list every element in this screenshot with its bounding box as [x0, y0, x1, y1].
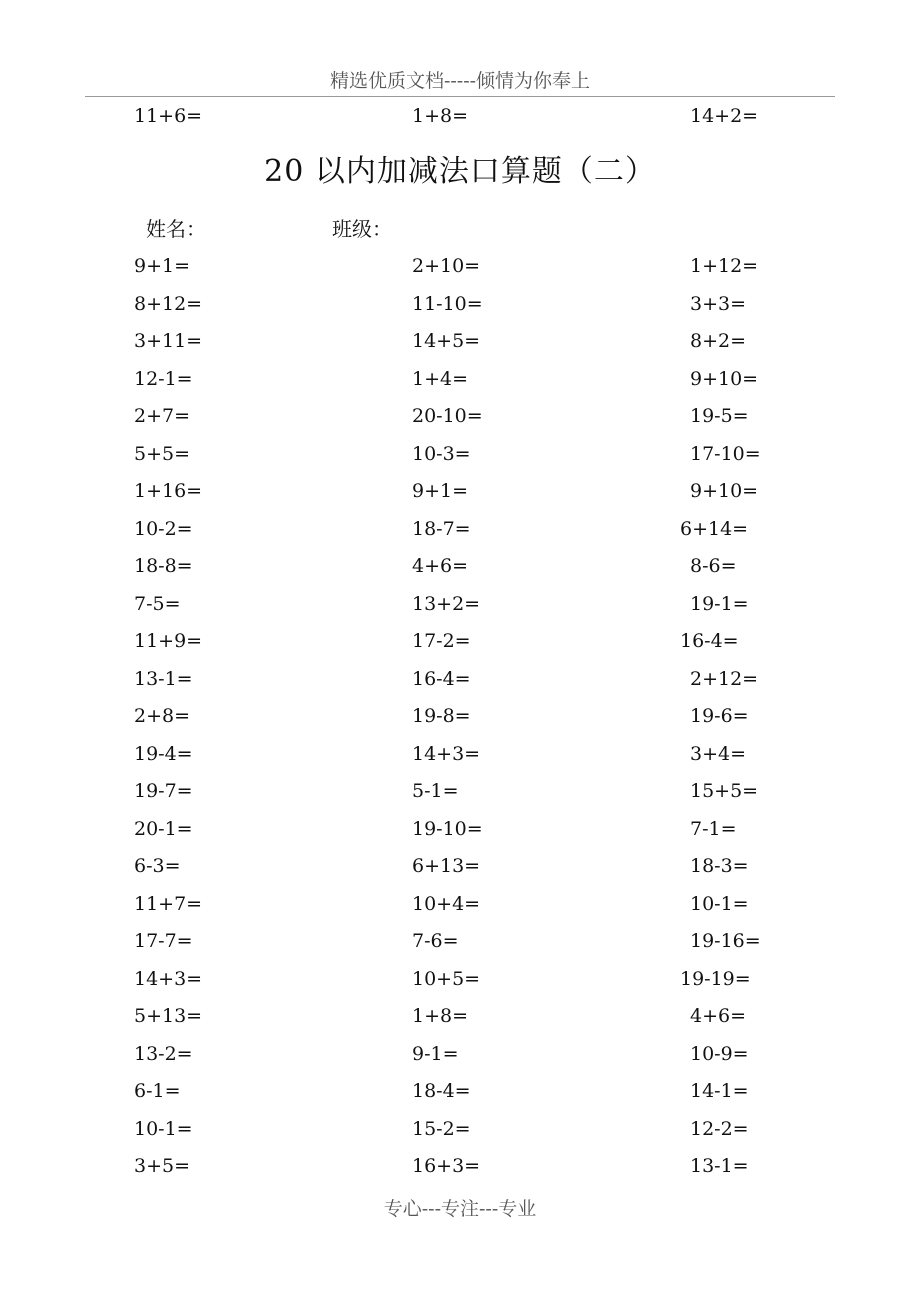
- problem: 10-1=: [690, 892, 749, 915]
- page-header: 精选优质文档-----倾情为你奉上: [329, 70, 591, 92]
- problem: 19-10=: [412, 817, 483, 840]
- problem-row: [0, 814, 920, 844]
- problem: 10-9=: [690, 1042, 749, 1065]
- problem: 1+8=: [412, 1005, 469, 1027]
- problem-row: [0, 1076, 920, 1106]
- problem: 10-1=: [134, 1117, 193, 1140]
- name-label: 姓名：: [146, 217, 206, 241]
- problem: 4+6=: [412, 555, 469, 577]
- problem: 2+12=: [690, 667, 759, 690]
- problem: 2+10=: [412, 255, 481, 277]
- problem-row: [0, 664, 920, 694]
- problem-row: [0, 626, 920, 656]
- problem-row: [0, 739, 920, 769]
- problem: 9+1=: [412, 480, 469, 502]
- problem: 8-6=: [690, 555, 737, 577]
- class-label: 班级：: [332, 217, 392, 241]
- problem: 7-6=: [412, 930, 459, 952]
- problem-row: [0, 251, 920, 281]
- problem: 11-10=: [412, 292, 483, 315]
- problem-row: [0, 364, 920, 394]
- problem: 18-7=: [412, 517, 471, 540]
- problem: 3+11=: [134, 330, 203, 352]
- problem: 19-6=: [690, 705, 749, 727]
- problem: 18-3=: [690, 855, 749, 877]
- top-problem-row: [0, 101, 920, 131]
- problem: 14+3=: [412, 742, 481, 765]
- problem: 8+12=: [134, 292, 203, 315]
- problem-row: [0, 326, 920, 356]
- header-divider: [85, 96, 835, 97]
- problem-row: [0, 701, 920, 731]
- problem: 15-2=: [412, 1117, 471, 1140]
- problem: 19-7=: [134, 780, 193, 802]
- problem-row: [0, 889, 920, 919]
- problem-row: [0, 1039, 920, 1069]
- problem: 11+7=: [134, 892, 203, 915]
- problem-row: [0, 964, 920, 994]
- problem: 6+14=: [680, 517, 749, 540]
- problem: 19-8=: [412, 705, 471, 727]
- problem: 14-1=: [690, 1080, 749, 1102]
- problem: 15+5=: [690, 780, 759, 802]
- problem: 20-1=: [134, 817, 193, 840]
- problem: 20-10=: [412, 405, 483, 427]
- problem: 19-1=: [690, 592, 749, 615]
- problem: 11+6=: [134, 105, 203, 127]
- problem: 10+5=: [412, 967, 481, 990]
- problem: 17-2=: [412, 630, 471, 652]
- problem: 13-2=: [134, 1042, 193, 1065]
- problem-row: [0, 514, 920, 544]
- problem: 14+5=: [412, 330, 481, 352]
- problem: 1+4=: [412, 367, 469, 390]
- problem: 5+5=: [134, 442, 191, 465]
- problem: 13-1=: [690, 1155, 749, 1177]
- problem: 9-1=: [412, 1042, 459, 1065]
- problem-row: [0, 1001, 920, 1031]
- problem: 19-19=: [680, 967, 751, 990]
- problem: 19-5=: [690, 405, 749, 427]
- problem: 10+4=: [412, 892, 481, 915]
- problem: 10-2=: [134, 517, 193, 540]
- problem-row: [0, 1151, 920, 1181]
- problem: 2+8=: [134, 705, 191, 727]
- problem: 16-4=: [412, 667, 471, 690]
- problem: 10-3=: [412, 442, 471, 465]
- problem: 1+8=: [412, 105, 469, 127]
- problem: 9+10=: [690, 367, 759, 390]
- problem: 19-16=: [690, 930, 761, 952]
- problem: 6-3=: [134, 855, 181, 877]
- problem-row: [0, 589, 920, 619]
- problem: 3+3=: [690, 292, 747, 315]
- problem: 12-1=: [134, 367, 193, 390]
- problem: 2+7=: [134, 405, 191, 427]
- page-footer: 专心---专注---专业: [383, 1198, 537, 1220]
- problem: 16-4=: [680, 630, 739, 652]
- problem: 12-2=: [690, 1117, 749, 1140]
- problem: 7-1=: [690, 817, 737, 840]
- problem: 4+6=: [690, 1005, 747, 1027]
- problem: 3+5=: [134, 1155, 191, 1177]
- problem: 16+3=: [412, 1155, 481, 1177]
- problem: 18-4=: [412, 1080, 471, 1102]
- problem-row: [0, 926, 920, 956]
- problem-row: [0, 476, 920, 506]
- problem-row: [0, 1114, 920, 1144]
- problem: 6-1=: [134, 1080, 181, 1102]
- problem-row: [0, 401, 920, 431]
- problem: 3+4=: [690, 742, 747, 765]
- problem: 17-7=: [134, 930, 193, 952]
- problem: 17-10=: [690, 442, 761, 465]
- problem: 6+13=: [412, 855, 481, 877]
- problem: 7-5=: [134, 592, 181, 615]
- worksheet-title: 20 以内加减法口算题（二）: [264, 154, 656, 189]
- problem: 1+16=: [134, 480, 203, 502]
- problem: 14+2=: [690, 105, 759, 127]
- problem: 8+2=: [690, 330, 747, 352]
- problem: 5-1=: [412, 780, 459, 802]
- problem: 19-4=: [134, 742, 193, 765]
- problem: 5+13=: [134, 1005, 203, 1027]
- problem-row: [0, 776, 920, 806]
- problem: 1+12=: [690, 255, 759, 277]
- problem: 11+9=: [134, 630, 203, 652]
- problem: 18-8=: [134, 555, 193, 577]
- problem-row: [0, 439, 920, 469]
- problem: 14+3=: [134, 967, 203, 990]
- problem: 13-1=: [134, 667, 193, 690]
- problem: 9+1=: [134, 255, 191, 277]
- problem-row: [0, 851, 920, 881]
- problem: 13+2=: [412, 592, 481, 615]
- problem-row: [0, 551, 920, 581]
- problem-row: [0, 289, 920, 319]
- problem: 9+10=: [690, 480, 759, 502]
